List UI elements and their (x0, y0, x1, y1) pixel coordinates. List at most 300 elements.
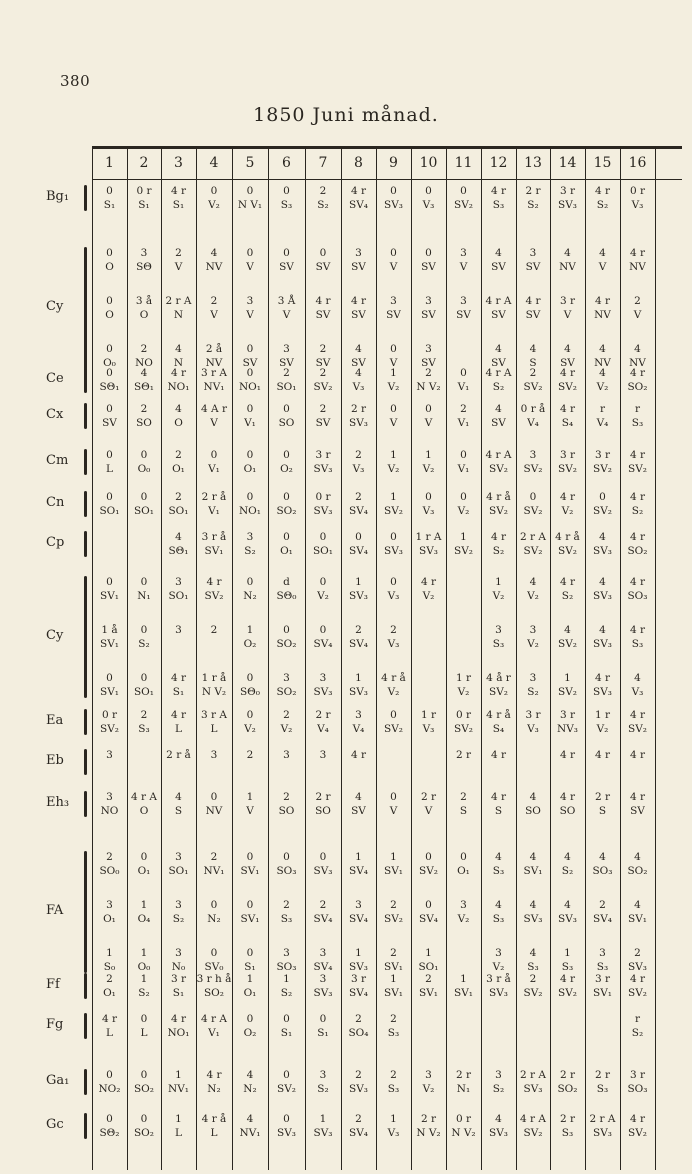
cloud-amount-cell: 2 r (594, 791, 611, 803)
cloud-amount-cell: 2 (425, 973, 432, 985)
wind-direction-cell: SV₁ (593, 987, 612, 999)
cloud-amount-cell: 2 r (350, 403, 367, 415)
wind-direction-cell: SO₁ (133, 505, 154, 517)
cloud-amount-cell: 3 (175, 851, 182, 863)
wind-direction-cell: SV₃ (593, 590, 612, 602)
wind-direction-cell: L (175, 723, 182, 735)
cloud-amount-cell: 2 (425, 367, 432, 379)
cloud-amount-cell: 0 (140, 851, 148, 863)
cloud-amount-cell: 4 r (629, 791, 646, 803)
cloud-amount-cell: 4 (599, 343, 606, 355)
cloud-amount-cell: 4 r (629, 1113, 646, 1125)
cloud-amount-cell: 4 (599, 247, 606, 259)
station-label: Ff (46, 977, 60, 992)
wind-direction-cell: V₃ (422, 505, 435, 517)
wind-direction-cell: S₂ (631, 1027, 644, 1039)
wind-direction-cell: V₂ (492, 590, 505, 602)
group-brace (84, 1013, 87, 1039)
cloud-amount-cell: 0 (460, 491, 467, 503)
header-rule (92, 179, 682, 180)
wind-direction-cell: SO (525, 805, 541, 817)
wind-direction-cell: S₂ (138, 987, 150, 999)
wind-direction-cell: NV (205, 357, 223, 369)
cloud-amount-cell: 0 (390, 531, 397, 543)
wind-direction-cell: SV₂ (558, 638, 577, 650)
cloud-amount-cell: 4 r (490, 749, 507, 761)
wind-direction-cell: V₂ (561, 505, 574, 517)
wind-direction-cell: SV₁ (384, 961, 403, 973)
wind-direction-cell: S₀ (103, 961, 116, 973)
wind-direction-cell: NV (629, 261, 646, 273)
wind-direction-cell: S₃ (561, 1127, 574, 1139)
wind-direction-cell: SV₄ (349, 987, 368, 999)
cloud-amount-cell: 2 (319, 899, 327, 911)
wind-direction-cell: V₁ (457, 417, 470, 429)
wind-direction-cell: V₃ (387, 590, 400, 602)
cloud-amount-cell: 4 (599, 851, 606, 863)
cloud-amount-cell: 2 (319, 367, 327, 379)
cloud-amount-cell: 4 r å (486, 491, 511, 503)
station-label: Cm (46, 453, 69, 468)
column-divider (585, 148, 586, 1170)
cloud-amount-cell: 1 r å (201, 672, 227, 684)
cloud-amount-cell: 0 (106, 672, 113, 684)
group-brace (84, 403, 87, 429)
wind-direction-cell: V₂ (527, 638, 539, 650)
wind-direction-cell: V (598, 261, 607, 273)
cloud-amount-cell: 2 r (455, 1069, 472, 1081)
wind-direction-cell: SV₄ (349, 913, 368, 925)
cloud-amount-cell: 0 (390, 403, 397, 415)
wind-direction-cell: SV₁ (419, 987, 438, 999)
wind-direction-cell: V₂ (422, 590, 435, 602)
wind-direction-cell: SO₂ (627, 381, 648, 393)
group-brace (84, 491, 87, 517)
cloud-amount-cell: 3 (495, 624, 502, 636)
wind-direction-cell: SV₄ (313, 913, 333, 925)
wind-direction-cell: O₁ (243, 987, 257, 999)
cloud-amount-cell: 1 (390, 491, 397, 503)
wind-direction-cell: O₂ (243, 1027, 257, 1039)
cloud-amount-cell: 4 r (629, 491, 646, 503)
cloud-amount-cell: 3 r (559, 709, 576, 721)
cloud-amount-cell: 3 (319, 947, 327, 959)
wind-direction-cell: SΘ₁ (133, 381, 154, 393)
wind-direction-cell: SV₂ (489, 686, 508, 698)
wind-direction-cell: SV (351, 805, 366, 817)
cloud-amount-cell: r (599, 403, 606, 415)
cloud-amount-cell: 3 (495, 947, 502, 959)
cloud-amount-cell: 2 (529, 973, 537, 985)
wind-direction-cell: S₃ (280, 913, 293, 925)
column-number: 3 (174, 155, 183, 171)
cloud-amount-cell: 0 r (629, 185, 646, 197)
cloud-amount-cell: 0 (319, 1013, 327, 1025)
wind-direction-cell: N (173, 309, 184, 321)
column-divider (305, 148, 306, 1170)
wind-direction-cell: V (563, 309, 572, 321)
wind-direction-cell: S₂ (317, 1083, 329, 1095)
wind-direction-cell: SV₂ (558, 987, 577, 999)
cloud-amount-cell: 3 r (629, 1069, 646, 1081)
cloud-amount-cell: 0 (390, 576, 397, 588)
cloud-amount-cell: 4 (175, 403, 182, 415)
wind-direction-cell: S₄ (492, 723, 505, 735)
cloud-amount-cell: 4 (495, 343, 502, 355)
cloud-amount-cell: 2 (355, 624, 362, 636)
cloud-amount-cell: 4 (529, 576, 537, 588)
wind-direction-cell: SV₄ (349, 865, 368, 877)
cloud-amount-cell: 4 r (490, 791, 507, 803)
wind-direction-cell: SV₃ (384, 545, 403, 557)
wind-direction-cell: N₂ (207, 1083, 221, 1095)
cloud-amount-cell: 4 r (594, 295, 611, 307)
wind-direction-cell: S₃ (527, 961, 539, 973)
wind-direction-cell: SV₁ (100, 686, 119, 698)
cloud-amount-cell: 0 (106, 491, 113, 503)
cloud-amount-cell: 0 (106, 576, 113, 588)
cloud-amount-cell: 2 (140, 343, 148, 355)
wind-direction-cell: SV₃ (313, 463, 333, 475)
wind-direction-cell: S₂ (527, 199, 539, 211)
wind-direction-cell: V₂ (457, 913, 470, 925)
column-divider (516, 148, 517, 1170)
wind-direction-cell: SO₂ (557, 1083, 578, 1095)
cloud-amount-cell: 3 r å (486, 973, 511, 985)
wind-direction-cell: N₁ (456, 1083, 471, 1095)
wind-direction-cell: SO₄ (348, 1027, 369, 1039)
wind-direction-cell: V₁ (208, 505, 220, 517)
wind-direction-cell: SV₄ (349, 199, 368, 211)
wind-direction-cell: SV₂ (523, 505, 543, 517)
wind-direction-cell: NO (135, 357, 153, 369)
wind-direction-cell: V₄ (527, 417, 539, 429)
wind-direction-cell: S (529, 357, 537, 369)
wind-direction-cell: NV₃ (557, 723, 578, 735)
wind-direction-cell: SV₂ (454, 545, 473, 557)
wind-direction-cell: V₃ (631, 686, 644, 698)
wind-direction-cell: SV (421, 357, 436, 369)
wind-direction-cell: SV₄ (349, 638, 368, 650)
wind-direction-cell: SV₄ (349, 1127, 368, 1139)
station-label: Ce (46, 371, 64, 386)
cloud-amount-cell: 2 r å (166, 749, 191, 761)
cloud-amount-cell: 3 å (135, 295, 153, 307)
wind-direction-cell: NV₁ (168, 1083, 189, 1095)
wind-direction-cell: SV₃ (593, 686, 612, 698)
cloud-amount-cell: 4 r (629, 531, 646, 543)
cloud-amount-cell: 4 r (490, 185, 507, 197)
cloud-amount-cell: 2 r (420, 791, 437, 803)
wind-direction-cell: SΘ₀ (239, 686, 260, 698)
wind-direction-cell: S₃ (492, 199, 505, 211)
cloud-amount-cell: 0 (390, 247, 397, 259)
column-number: 14 (558, 155, 577, 171)
wind-direction-cell: SV₂ (628, 987, 647, 999)
wind-direction-cell: SV₂ (100, 723, 119, 735)
cloud-amount-cell: 0 (246, 449, 254, 461)
wind-direction-cell: V (246, 309, 254, 321)
cloud-amount-cell: 2 (390, 899, 397, 911)
cloud-amount-cell: 0 (246, 1013, 254, 1025)
wind-direction-cell: V₁ (244, 417, 256, 429)
wind-direction-cell: SV₂ (489, 463, 508, 475)
wind-direction-cell: NV₁ (203, 381, 225, 393)
cloud-amount-cell: 1 (355, 576, 362, 588)
cloud-amount-cell: 4 (175, 531, 182, 543)
wind-direction-cell: SV₄ (349, 545, 368, 557)
cloud-amount-cell: 4 r (350, 749, 367, 761)
cloud-amount-cell: 3 r (594, 973, 611, 985)
cloud-amount-cell: 2 r (559, 1113, 576, 1125)
cloud-amount-cell: 3 (283, 343, 290, 355)
cloud-amount-cell: 0 (246, 576, 254, 588)
cloud-amount-cell: 0 (140, 491, 148, 503)
wind-direction-cell: V₃ (387, 638, 400, 650)
cloud-amount-cell: 0 r (136, 185, 152, 197)
group-brace (84, 851, 87, 973)
cloud-amount-cell: 4 (355, 367, 362, 379)
wind-direction-cell: SO (559, 805, 576, 817)
cloud-amount-cell: 0 (390, 343, 397, 355)
cloud-amount-cell: 4 (634, 343, 641, 355)
wind-direction-cell: S₁ (280, 1027, 293, 1039)
cloud-amount-cell: 2 r (315, 791, 331, 803)
cloud-amount-cell: 4 (634, 672, 641, 684)
cloud-amount-cell: 0 (140, 624, 148, 636)
cloud-amount-cell: 4 r (170, 672, 187, 684)
cloud-amount-cell: 0 (106, 185, 113, 197)
wind-direction-cell: V₂ (492, 961, 505, 973)
wind-direction-cell: SV (315, 417, 331, 429)
cloud-amount-cell: 3 (390, 295, 397, 307)
wind-direction-cell: L (140, 1027, 148, 1039)
cloud-amount-cell: 1 r (455, 672, 472, 684)
station-label: Fg (46, 1017, 64, 1032)
wind-direction-cell: SV₀ (204, 961, 224, 973)
cloud-amount-cell: 2 (390, 1013, 397, 1025)
cloud-amount-cell: 4 (599, 367, 606, 379)
wind-direction-cell: O₁ (280, 545, 293, 557)
wind-direction-cell: SΘ₁ (99, 381, 120, 393)
wind-direction-cell: S₁ (172, 199, 185, 211)
wind-direction-cell: SO₂ (627, 545, 648, 557)
cloud-amount-cell: 1 (140, 899, 148, 911)
group-brace (84, 791, 87, 817)
cloud-amount-cell: 2 r A (520, 531, 546, 543)
station-label: Bg₁ (46, 189, 70, 204)
wind-direction-cell: SV₃ (628, 961, 647, 973)
wind-direction-cell: V₁ (208, 1027, 220, 1039)
cloud-amount-cell: 2 (283, 791, 290, 803)
cloud-amount-cell: 4 (495, 403, 502, 415)
cloud-amount-cell: 3 (106, 749, 113, 761)
wind-direction-cell: SV₃ (489, 987, 508, 999)
cloud-amount-cell: 4 (529, 899, 537, 911)
cloud-amount-cell: 0 (210, 185, 218, 197)
cloud-amount-cell: 4 r å (555, 531, 580, 543)
wind-direction-cell: V (633, 309, 642, 321)
cloud-amount-cell: 3 (210, 749, 218, 761)
cloud-amount-cell: 3 r h å (196, 973, 232, 985)
cloud-amount-cell: 2 (175, 247, 182, 259)
cloud-amount-cell: 0 (599, 491, 606, 503)
cloud-amount-cell: 2 (319, 343, 327, 355)
cloud-amount-cell: 0 (140, 1113, 148, 1125)
wind-direction-cell: SV₃ (349, 686, 368, 698)
wind-direction-cell: S₃ (387, 1027, 400, 1039)
cloud-amount-cell: 1 (390, 851, 397, 863)
wind-direction-cell: V₄ (596, 417, 609, 429)
wind-direction-cell: S₂ (138, 638, 150, 650)
wind-direction-cell: V₂ (422, 463, 435, 475)
wind-direction-cell: SO₂ (276, 638, 297, 650)
wind-direction-cell: S₃ (280, 199, 293, 211)
wind-direction-cell: SV (351, 309, 366, 321)
wind-direction-cell: S (494, 805, 503, 817)
cloud-amount-cell: 0 (390, 791, 397, 803)
cloud-amount-cell: 4 r A (201, 1013, 227, 1025)
cloud-amount-cell: 0 (319, 247, 327, 259)
cloud-amount-cell: 3 (319, 749, 327, 761)
cloud-amount-cell: 4 (529, 947, 537, 959)
cloud-amount-cell: 2 (460, 403, 467, 415)
wind-direction-cell: SV₂ (593, 505, 612, 517)
cloud-amount-cell: 3 (355, 899, 362, 911)
cloud-amount-cell: 1 (283, 973, 290, 985)
cloud-amount-cell: 0 (210, 899, 218, 911)
wind-direction-cell: L (210, 723, 218, 735)
column-number: 11 (454, 155, 473, 171)
wind-direction-cell: N V₂ (201, 686, 227, 698)
wind-direction-cell: N (173, 357, 184, 369)
wind-direction-cell: V₂ (457, 505, 470, 517)
column-number: 15 (593, 155, 612, 171)
wind-direction-cell: S (174, 805, 183, 817)
wind-direction-cell: SO₂ (276, 505, 297, 517)
cloud-amount-cell: 4 A r (201, 403, 227, 415)
cloud-amount-cell: 4 r (315, 295, 331, 307)
wind-direction-cell: SV (525, 309, 541, 321)
cloud-amount-cell: 3 r (594, 449, 611, 461)
group-brace (84, 185, 87, 211)
cloud-amount-cell: 4 (495, 851, 502, 863)
wind-direction-cell: SV₁ (240, 913, 260, 925)
cloud-amount-cell: 4 (564, 343, 571, 355)
wind-direction-cell: SV₃ (558, 199, 577, 211)
cloud-amount-cell: 3 (106, 791, 113, 803)
cloud-amount-cell: 3 (529, 624, 537, 636)
page-number: 380 (60, 72, 91, 90)
wind-direction-cell: SV (421, 261, 436, 273)
cloud-amount-cell: 0 (390, 709, 397, 721)
cloud-amount-cell: 3 (599, 947, 606, 959)
wind-direction-cell: V₃ (387, 1127, 400, 1139)
wind-direction-cell: L (175, 1127, 182, 1139)
station-label: Cy (46, 299, 64, 314)
wind-direction-cell: O₁ (103, 987, 116, 999)
cloud-amount-cell: 2 (634, 295, 641, 307)
wind-direction-cell: S₁ (172, 686, 185, 698)
station-label: Gc (46, 1117, 64, 1132)
cloud-amount-cell: 1 (460, 973, 467, 985)
wind-direction-cell: SO₁ (418, 961, 439, 973)
cloud-amount-cell: 2 (175, 491, 182, 503)
cloud-amount-cell: 1 (140, 947, 148, 959)
wind-direction-cell: S₃ (561, 961, 574, 973)
group-brace (84, 1069, 87, 1095)
cloud-amount-cell: 2 (390, 624, 397, 636)
wind-direction-cell: V (389, 805, 398, 817)
group-brace (84, 576, 87, 698)
wind-direction-cell: N V₂ (416, 1127, 441, 1139)
wind-direction-cell: S₃ (138, 723, 150, 735)
wind-direction-cell: SO₁ (276, 381, 297, 393)
wind-direction-cell: V₄ (352, 723, 365, 735)
cloud-amount-cell: 3 (106, 899, 113, 911)
column-divider (446, 148, 447, 1170)
wind-direction-cell: SV₄ (349, 505, 368, 517)
cloud-amount-cell: 3 Å (277, 295, 296, 307)
cloud-amount-cell: 4 (529, 791, 537, 803)
cloud-amount-cell: 3 (319, 1069, 327, 1081)
column-divider (92, 148, 93, 1170)
cloud-amount-cell: 1 (246, 624, 254, 636)
column-number: 8 (354, 155, 363, 171)
wind-direction-cell: SV₁ (240, 865, 260, 877)
cloud-amount-cell: 3 r (559, 449, 576, 461)
wind-direction-cell: V (424, 805, 433, 817)
cloud-amount-cell: 1 (495, 576, 502, 588)
wind-direction-cell: V (459, 261, 468, 273)
column-number: 10 (419, 155, 438, 171)
wind-direction-cell: SV₄ (313, 961, 333, 973)
column-divider (268, 148, 269, 1170)
wind-direction-cell: O (139, 805, 149, 817)
cloud-amount-cell: 3 (495, 1069, 502, 1081)
wind-direction-cell: S₁ (172, 987, 185, 999)
cloud-amount-cell: 4 (140, 367, 148, 379)
wind-direction-cell: SV₄ (313, 638, 333, 650)
cloud-amount-cell: 2 (106, 973, 113, 985)
wind-direction-cell: SV₂ (523, 381, 543, 393)
cloud-amount-cell: 2 (355, 449, 362, 461)
cloud-amount-cell: 4 (599, 624, 606, 636)
wind-direction-cell: N₂ (207, 913, 221, 925)
cloud-amount-cell: 0 (246, 851, 254, 863)
cloud-amount-cell: 2 r (559, 1069, 576, 1081)
wind-direction-cell: O₀ (137, 961, 151, 973)
cloud-amount-cell: 3 (283, 947, 290, 959)
wind-direction-cell: SV₁ (454, 987, 473, 999)
group-brace (84, 367, 87, 393)
cloud-amount-cell: 0 (106, 295, 113, 307)
cloud-amount-cell: 1 (460, 531, 467, 543)
wind-direction-cell: V₂ (527, 590, 539, 602)
wind-direction-cell: S₁ (244, 961, 256, 973)
cloud-amount-cell: 2 (283, 367, 290, 379)
cloud-amount-cell: 1 (140, 973, 148, 985)
cloud-amount-cell: 4 r (629, 247, 646, 259)
cloud-amount-cell: 0 (210, 449, 218, 461)
wind-direction-cell: S₂ (631, 505, 644, 517)
wind-direction-cell: O₀ (103, 357, 116, 369)
wind-direction-cell: S₂ (527, 686, 539, 698)
cloud-amount-cell: 4 (564, 624, 571, 636)
wind-direction-cell: SV (279, 357, 294, 369)
cloud-amount-cell: 0 (460, 185, 467, 197)
cloud-amount-cell: 4 r (350, 185, 367, 197)
